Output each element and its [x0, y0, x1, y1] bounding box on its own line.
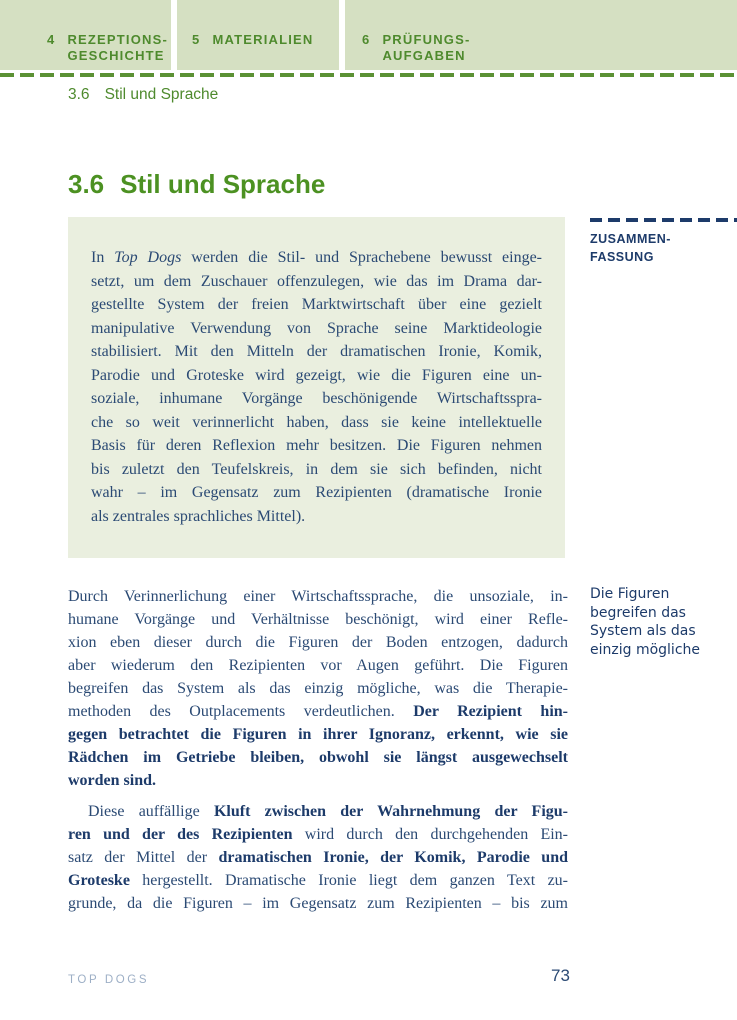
tab-pruefungsaufgaben — [362, 32, 471, 63]
text-line: worden sind. — [68, 772, 157, 789]
tab-number: 4 — [47, 32, 56, 47]
text-line: Diese auffällige Kluft zwischen der Wahrnehmung der Figu- — [88, 803, 568, 820]
tab-rezeptionsgeschichte — [47, 32, 168, 63]
tab-label — [382, 32, 470, 63]
text-line: REZEPTIONS- — [67, 32, 169, 47]
text-line: manipulative Verwendung von Sprache seine Marktideologie — [91, 319, 542, 337]
text-line: Durch Verinnerlichung einer Wirtschaftssprache, die unsoziale, in- — [68, 588, 568, 605]
text-line: gestellte System der freien Marktwirtschaft über eine gezielt — [91, 296, 542, 313]
text-line: Rädchen im Getriebe bleiben, obwohl sie längst ausgewechselt — [68, 749, 568, 766]
text-line: Die Figuren — [590, 586, 670, 602]
breadcrumb — [68, 85, 218, 104]
text-line: einzig mögliche — [590, 641, 701, 658]
text-line: ren und der des Rezipienten wird durch den durchgehenden Ein- — [68, 826, 569, 843]
summary-text — [91, 246, 542, 528]
breadcrumb-number: 3.6 — [68, 86, 90, 103]
text-line: stabilisiert. Mit den Mitteln der dramatischen Ironie, Komik, — [91, 343, 542, 360]
tab-label — [212, 32, 313, 48]
margin-note — [590, 585, 737, 659]
text-line: AUFGABEN — [382, 47, 466, 63]
text-line: GESCHICHTE — [67, 47, 165, 63]
text-line: aber wiederum den Rezipienten vor Augen geführt. Die Figuren — [68, 657, 568, 674]
text-line: che so weit verinnerlicht haben, dass sie keine intellektuelle — [91, 413, 542, 431]
tab-materialien — [192, 32, 314, 48]
footer-book-title: TOP DOGS — [68, 974, 150, 986]
body-text — [68, 585, 568, 915]
text-line: setzt, um dem Zuschauer offenzulegen, wie das im Drama dar- — [91, 272, 542, 290]
text-line: methoden des Outplacements verdeutlichen. Der Rezipient hin- — [68, 703, 568, 720]
text-line: Groteske hergestellt. Dramatische Ironie liegt dem ganzen Text zu- — [68, 872, 568, 889]
text-line: begreifen das — [590, 604, 686, 621]
summary-box — [68, 217, 565, 558]
text-line: In Top Dogs werden die Stil- und Sprachebene bewusst einge- — [91, 249, 542, 266]
green-dashed-divider — [0, 73, 737, 77]
text-line: System als das — [590, 623, 696, 639]
text-line: als zentrales sprachliches Mittel). — [91, 507, 306, 525]
section-number: 3.6 — [68, 169, 105, 199]
text-line: begreifen das System als das einzig mögliche, was die Therapie- — [68, 680, 568, 697]
summary-sidebar-label — [590, 230, 671, 266]
page-number: 73 — [551, 966, 570, 985]
text-line: soziale, inhumane Vorgänge beschönigende Wirtschaftsspra- — [91, 390, 542, 407]
section-heading — [68, 169, 325, 199]
text-line: ZUSAMMEN- — [590, 232, 671, 246]
text-line: xion eben dieser durch die Figuren der Boden entzogen, dadurch — [68, 634, 568, 651]
text-line: Basis für deren Reflexion mehr besitzen. Die Figuren nehmen — [91, 437, 542, 454]
text-line: wahr – im Gegensatz zum Rezipienten (dramatische Ironie — [91, 484, 542, 501]
section-title: Stil und Sprache — [120, 169, 326, 199]
paragraph-2 — [68, 800, 568, 915]
tab-number: 6 — [362, 32, 371, 47]
navy-dashed-rule — [590, 218, 737, 222]
breadcrumb-title: Stil und Sprache — [104, 86, 219, 103]
text-line: gegen betrachtet die Figuren in ihrer Ignoranz, erkennt, wie sie — [68, 726, 568, 743]
paragraph-1 — [68, 585, 568, 792]
text-line: PRÜFUNGS- — [382, 32, 471, 47]
text-line: humane Vorgänge und Verhältnisse beschönigt, wird einer Refle- — [68, 611, 568, 628]
tab-number: 5 — [192, 32, 201, 47]
text-line: satz der Mittel der dramatischen Ironie, der Komik, Parodie und — [68, 849, 569, 866]
text-line: grunde, da die Figuren – im Gegensatz zum Rezipienten – bis zum — [68, 895, 568, 912]
text-line: Parodie und Groteske wird gezeigt, wie die Figuren eine un- — [91, 366, 542, 384]
text-line: FASSUNG — [590, 250, 654, 264]
text-line: bis zuletzt den Teufelskreis, in dem sie sich befinden, nicht — [91, 460, 542, 478]
tab-label — [67, 32, 168, 63]
text-line: MATERIALIEN — [212, 32, 314, 47]
